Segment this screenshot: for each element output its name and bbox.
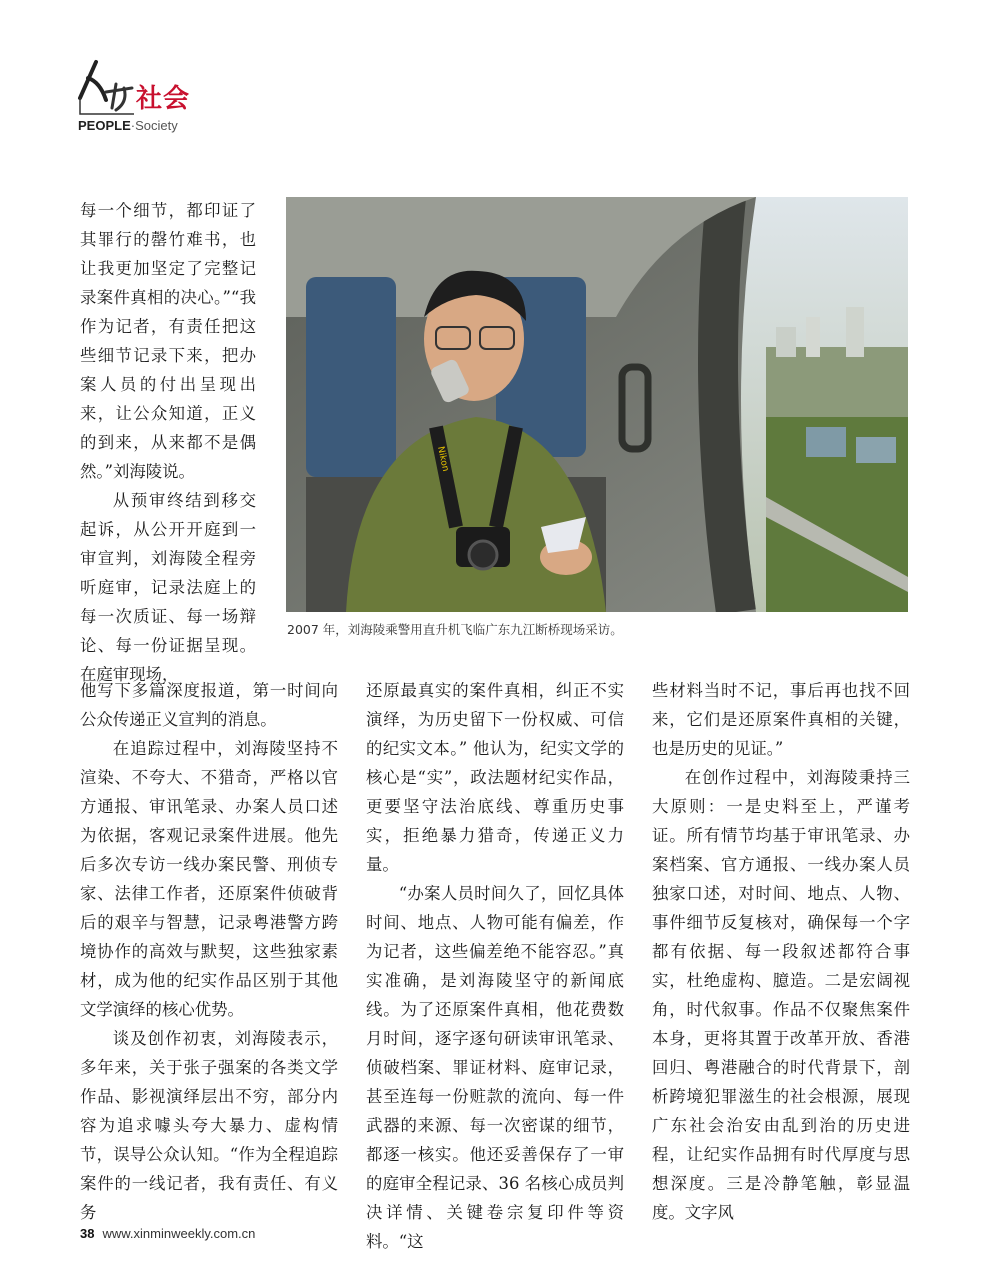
- page-footer: [80, 1226, 255, 1241]
- paragraph: 每一个细节，都印证了其罪行的罄竹难书，也让我更加坚定了完整记录案件真相的决心。”“我作为记者，有责任把这些细节记录下来，把办案人员的付出呈现出来，让公众知道，正义的到来，从来都不是偶然。”刘海陵说。: [80, 201, 256, 481]
- photo-caption: 2007 年，刘海陵乘警用直升机飞临广东九江断桥现场采访。: [287, 622, 623, 637]
- paragraph: 在创作过程中，刘海陵秉持三大原则：一是史料至上，严谨考证。所有情节均基于审讯笔录、办案档案、官方通报、一线办案人员独家口述，对时间、地点、人物、事件细节反复核对，确保每一个字都有依据、每一段叙述都符合事实，杜绝虚构、臆造。二是宏阔视角，时代叙事。作品不仅聚焦案件本身，更将其置于改革开放、香港回归、粤港融合的时代背景下，剖析跨境犯罪滋生的社会根源，展现广东社会治安由乱到治的历史进程，让纪实作品拥有时代厚度与思想深度。三是冷静笔触，彰显温度。文字风: [652, 768, 910, 1222]
- people-logo-icon: [76, 58, 144, 118]
- article-column-2: [366, 676, 624, 1256]
- paragraph-continuation: 些材料当时不记，事后再也找不回来，它们是还原案件真相的关键，也是历史的见证。”: [652, 681, 910, 758]
- section-title: 社会: [136, 84, 191, 114]
- article-column-1: [80, 676, 338, 1227]
- website-url: www.xinminweekly.com.cn: [102, 1226, 256, 1241]
- paragraph: 在追踪过程中，刘海陵坚持不渲染、不夸大、不猎奇，严格以官方通报、审讯笔录、办案人员口述为依据，客观记录案件进展。他先后多次专访一线办案民警、刑侦专家、法律工作者，还原案件侦破背后的艰辛与智慧，记录粤港警方跨境协作的高效与默契，这些独家素材，成为他的纪实作品区别于其他文学演绎的核心优势。: [80, 739, 338, 1019]
- strap-text: Nikon: [435, 445, 451, 473]
- section-en-bold: PEOPLE: [78, 118, 131, 133]
- helicopter-photo-illustration: [286, 197, 908, 612]
- section-header: [76, 58, 296, 138]
- article-column-3: [652, 676, 910, 1227]
- section-subtitle: [78, 118, 178, 133]
- article-column-1-top: [80, 196, 256, 689]
- paragraph-continuation: 他写下多篇深度报道，第一时间向公众传递正义宣判的消息。: [80, 681, 338, 729]
- paragraph: “办案人员时间久了，回忆具体时间、地点、人物可能有偏差，作为记者，这些偏差绝不能容忍。”真实准确，是刘海陵坚守的新闻底线。为了还原案件真相，他花费数月时间，逐字逐句研读审讯笔录、侦破档案、罪证材料、庭审记录，甚至连每一份赃款的流向、每一件武器的来源、每一次密谋的细节，都逐一核实。他还妥善保存了一审的庭审全程记录、36 名核心成员判决详情、关键卷宗复印件等资料。“这: [366, 884, 624, 1251]
- paragraph-continuation: 还原最真实的案件真相，纠正不实演绎，为历史留下一份权威、可信的纪实文本。” 他认为，纪实文学的核心是“实”，政法题材纪实作品，更要坚守法治底线、尊重历史事实，拒绝暴力猎奇，传递正义力量。: [366, 681, 624, 874]
- paragraph: 从预审终结到移交起诉，从公开开庭到一审宣判，刘海陵全程旁听庭审，记录法庭上的每一次质证、每一场辩论、每一份证据呈现。在庭审现场，: [80, 491, 256, 684]
- section-en-rest: ·Society: [130, 118, 178, 133]
- page-number: 38: [80, 1226, 95, 1241]
- paragraph: 谈及创作初衷，刘海陵表示，多年来，关于张子强案的各类文学作品、影视演绎层出不穷，部分内容为追求噱头夸大暴力、虚构情节，误导公众认知。“作为全程追踪案件的一线记者，我有责任、有义务: [80, 1029, 338, 1222]
- article-photo: [286, 197, 908, 612]
